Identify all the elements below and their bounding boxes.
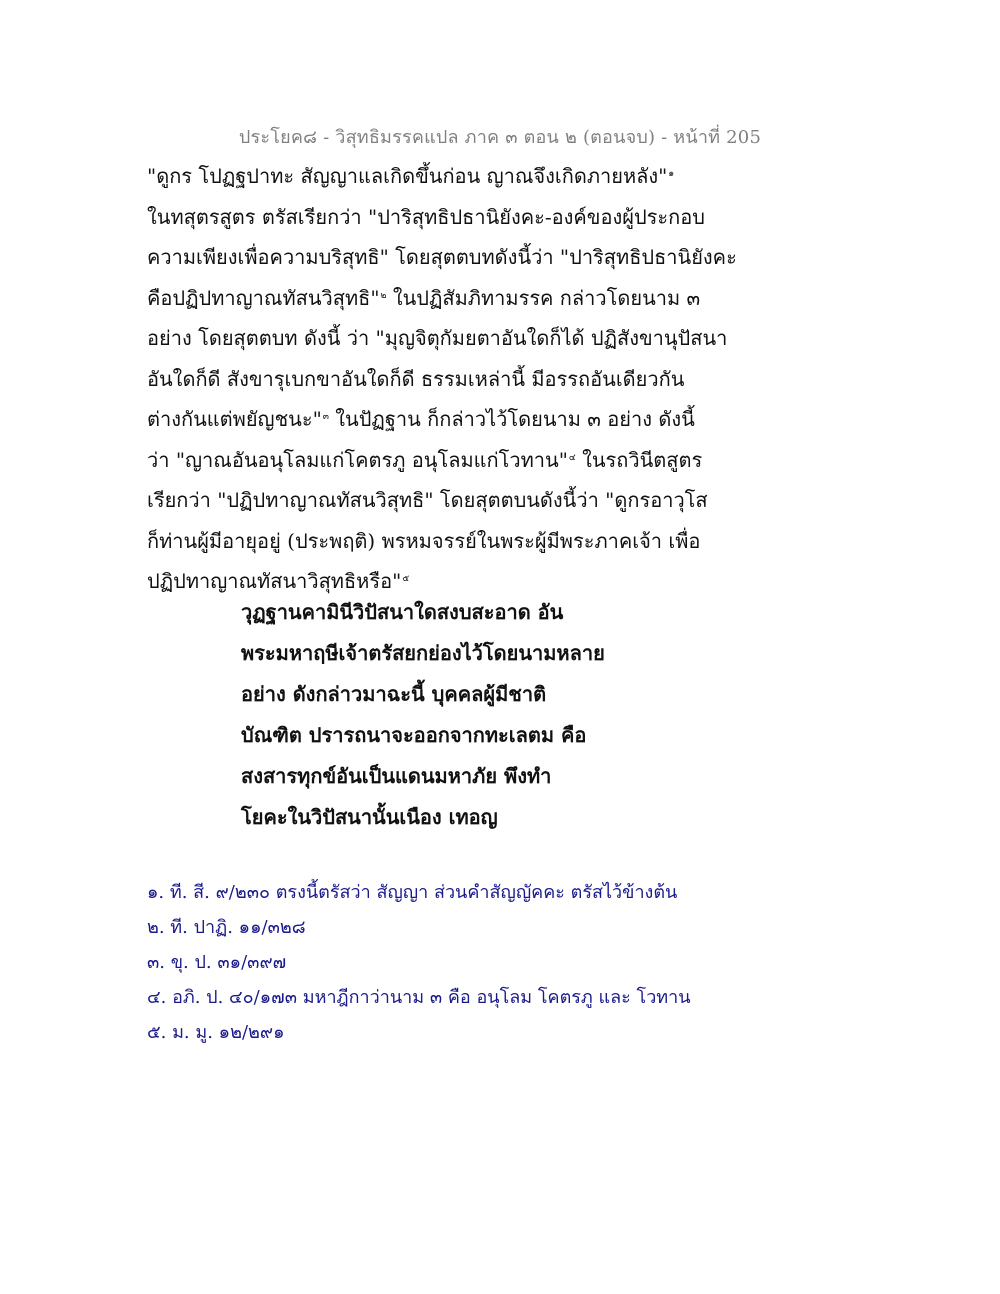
body-line: ว่า "ญาณอันอนุโลมแก่โคตรภู อนุโลมแก่โวทาน"$^๔$ ในรถวินีตสูตร xyxy=(147,447,703,472)
footnote-item: ๕. ม. มู. ๑๒/๒๙๑ xyxy=(147,1022,285,1043)
verse-line: สงสารทุกข์อันเป็นแดนมหาภัย พึงทำ xyxy=(241,764,552,788)
body-line: คือปฏิปทาญาณทัสนวิสุทธิ"$^๒$ ในปฏิสัมภิทามรรค กล่าวโดยนาม ๓ xyxy=(147,285,701,310)
footnote-ref: ๓ xyxy=(322,412,329,422)
footnotes xyxy=(147,875,867,1050)
body-line: อย่าง โดยสุตตบท ดังนี้ ว่า "มุญจิตุกัมยตาอันใดก็ได้ ปฏิสังขานุปัสนา xyxy=(147,326,728,350)
body-line: ความเพียงเพื่อความบริสุทธิ" โดยสุตตบทดังนี้ว่า "ปาริสุทธิปธานิยังคะ xyxy=(147,245,737,269)
footnote-item: ๓. ขุ. ป. ๓๑/๓๙๗ xyxy=(147,952,287,973)
verse-line: อย่าง ดังกล่าวมาฉะนี้ บุคคลผู้มีชาติ xyxy=(241,682,547,706)
verse-line: พระมหาฤษีเจ้าตรัสยกย่องไว้โดยนามหลาย xyxy=(241,641,605,665)
page-header: ประโยค๘ - วิสุทธิมรรคแปล ภาค ๓ ตอน ๒ (ตอนจบ) - หน้าที่ 205 xyxy=(238,127,762,148)
body-line: ในทสุตรสูตร ตรัสเรียกว่า "ปาริสุทธิปธานิยังคะ-องค์ของผู้ประกอบ xyxy=(147,204,705,229)
verse-line: บัณฑิต ปรารถนาจะออกจากทะเลตม คือ xyxy=(241,723,587,747)
verse-block xyxy=(241,592,841,838)
footnote-item: ๒. ที. ปาฏิ. ๑๑/๓๒๘ xyxy=(147,917,306,938)
footnote-ref: ๑ xyxy=(668,169,675,179)
body-line: อันใดก็ดี สังขารุเบกขาอันใดก็ดี ธรรมเหล่านี้ มีอรรถอันเดียวกัน xyxy=(147,366,685,391)
verse-line: วุฏฐานคามินีวิปัสนาใดสงบสะอาด อัน xyxy=(241,600,564,624)
body-line: ปฏิปทาญาณทัสนาวิสุทธิหรือ"$^๕$ xyxy=(147,569,410,593)
body-line: "ดูกร โปฏฐปาทะ สัญญาแลเกิดขึ้นก่อน ญาณจึงเกิดภายหลัง"$^๑$ xyxy=(147,164,675,188)
footnote-item: ๔. อภิ. ป. ๔๐/๑๗๓ มหาฎีกาว่านาม ๓ คือ อนุโลม โคตรภู และ โวทาน xyxy=(147,987,691,1008)
footnote-ref: ๔ xyxy=(568,452,576,463)
body-line: เรียกว่า "ปฏิปทาญาณทัสนวิสุทธิ" โดยสุตตบนดังนี้ว่า "ดูกรอาวุโส xyxy=(147,488,708,512)
body-line: ก็ท่านผู้มีอายุอยู่ (ประพฤติ) พรหมจรรย์ในพระผู้มีพระภาคเจ้า เพื่อ xyxy=(147,528,701,553)
body-text xyxy=(147,156,867,602)
footnote-item: ๑. ที. สี. ๙/๒๓๐ ตรงนี้ตรัสว่า สัญญา ส่วนคำสัญญัคคะ ตรัสไว้ข้างต้น xyxy=(147,882,678,903)
verse-line: โยคะในวิปัสนานั้นเนือง เทอญ xyxy=(241,805,498,829)
body-line: ต่างกันแต่พยัญชนะ"$^๓$ ในปัฏฐาน ก็กล่าวไว้โดยนาม ๓ อย่าง ดังนี้ xyxy=(147,407,695,431)
footnote-ref: ๒ xyxy=(380,290,387,301)
footnote-ref: ๕ xyxy=(402,574,410,584)
